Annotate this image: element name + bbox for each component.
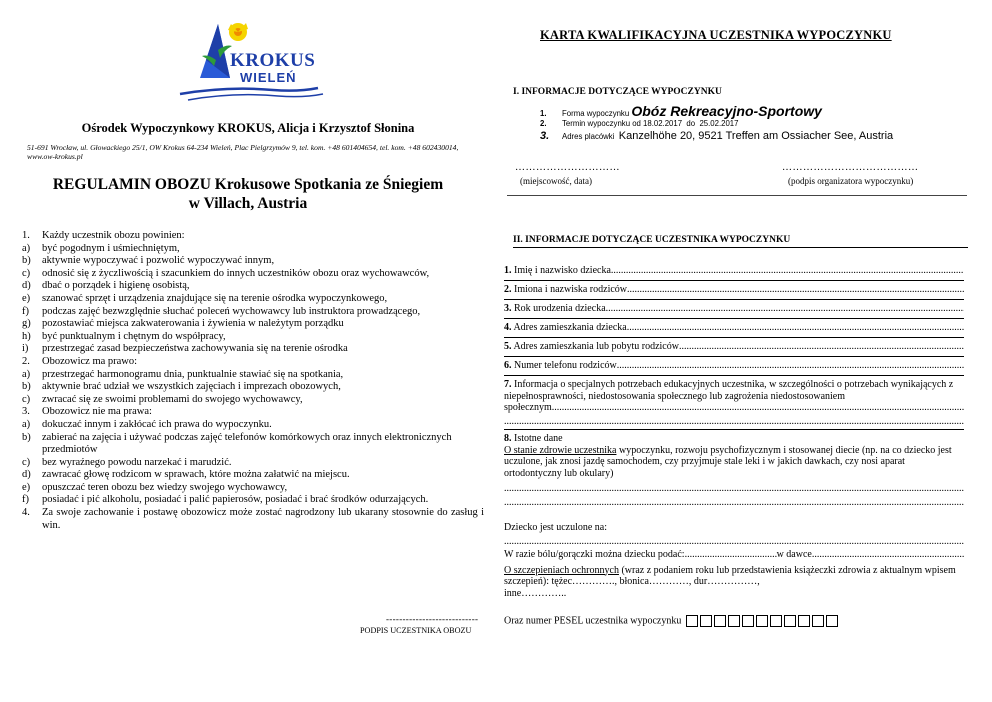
participant-signature-line: ---------------------------- [386,614,479,624]
pesel-digit-box[interactable] [798,615,810,627]
rule-item: c) odnosić się z życzliwością i szacunkiem do innych uczestników obozu oraz wychowawców, [22,267,430,279]
rule-item: c) zwracać się ze swoimi problemami do swojego wychowawcy, [22,393,303,405]
field-fever-medicine[interactable]: W razie bólu/gorączki można dziecku podać: ..... w dawce ..... [504,549,964,561]
rule-item: a) być pogodnym i uśmiechniętym, [22,242,180,254]
organizer-signature-label: (podpis organizatora wypoczynku) [788,176,914,186]
field-child-address[interactable]: 4. Adres zamieszkania dziecka ..... [504,319,964,337]
rule-item: 3. Obozowicz nie ma prawa: [22,406,152,418]
rule-item: 1. Każdy uczestnik obozu powinien: [22,230,185,241]
info-address: 3. Adres placówki Kanzelhöhe 20, 9521 Treffen am Ossiacher See, Austria [540,130,894,142]
rule-item: g) pozostawiać miejsca zakwaterowania i żywienia w należytym porządku [22,318,344,330]
organization-name: Ośrodek Wypoczynkowy KROKUS, Alicja i Krzysztof Słonina [81,121,415,135]
special-needs-section: 7. Informacja o specjalnych potrzebach edukacyjnych uczestnika, w szczególności o potrzebach wynikających z niepełnosprawności, niedostosowania społecznego lub zagrożenia niedostosowaniem społecznym ..... ..... [504,379,964,427]
field-parents-names[interactable]: 2. Imiona i nazwiska rodziców ..... [504,281,964,299]
health-section: 8. Istotne dane O stanie zdrowie uczestnika wypoczynku, rozwoju psychofizycznym i stosowanej diecie (np. na co dziecko jest uczulone, jak znosi jazdę samochodem, czy przyjmuje stale leki i w jakich dawkach, czy nosi aparat ortodontyczny lub okulary) ..... ..... Dziecko jest uczulone na: ..... W razie bólu/gorączki można dziecku podać: ..... w dawce ..... O szczepieniach ochronnych (wraz z podaniem roku lub przedstawienia książeczki zdrowia z aktualnym wpisem szczepień): tężec…………., błonica…………, dur……………, inne………….. Oraz numer PESEL uczestnika wypoczynku [504,433,964,627]
organization-address: 51-691 Wrocław, ul. Głowackiego 25/1, OW Krokus 64-234 Wieleń, Plac Pielgrzymów 9, tel. kom. +48 601404654, tel. kom. +48 602430014, www.ow-krokus.pl [27,143,459,161]
section-divider [507,195,967,196]
info-term: 2. Termin wypoczynku od 18.02.2017 do 25.02.2017 [540,119,739,128]
pesel-input[interactable] [686,615,838,627]
pesel-digit-box[interactable] [770,615,782,627]
field-parents-phone[interactable]: 6. Numer telefonu rodziców ..... [504,357,964,375]
section-2-title: II. INFORMACJE DOTYCZĄCE UCZESTNIKA WYPOCZYNKU [513,235,791,245]
rule-item: b) aktywnie wypoczywać i pozwolić wypoczywać innym, [22,255,275,267]
field-special-needs-line2[interactable] [504,416,964,428]
info-form: 1. Forma wypoczynku Obóz Rekreacyjno-Sportowy [540,103,822,119]
rule-item: i) przestrzegać zasad bezpieczeństwa zachowywania się na terenie ośrodka [22,343,348,355]
pesel-digit-box[interactable] [742,615,754,627]
field-birth-year[interactable]: 3. Rok urodzenia dziecka ..... [504,300,964,318]
regulamin-title-line2: w Villach, Austria [188,195,308,212]
field-child-name[interactable]: 1. Imię i nazwisko dziecka ..... [504,262,964,280]
vaccination-other: inne………….. [504,587,567,599]
rule-item: e) szanować sprzęt i urządzenia znajdujące się na terenie ośrodka wypoczynkowego, [22,292,388,304]
rule-item: h) być punktualnym i chętnym do współpracy, [22,330,226,342]
field-health-line1[interactable] [504,483,964,495]
place-date-dots: ………………………… [515,162,620,173]
rules-list [22,230,484,532]
pesel-digit-box[interactable] [784,615,796,627]
svg-text:KROKUS: KROKUS [230,50,316,71]
rule-item: b) aktywnie brać udział we wszystkich zajęciach i imprezach obozowych, [22,381,341,393]
rule-item: f) posiadać i pić alkoholu, posiadać i palić papierosów, posiadać i brać środków odurzających. [22,494,429,506]
field-special-needs[interactable]: społecznym ..... [504,402,964,414]
rule-item: d) dbać o porządek i higienę osobistą, [22,280,190,292]
participant-signature-label: PODPIS UCZESTNIKA OBOZU [360,626,472,635]
rule-item: 4. Za swoje zachowanie i postawę obozowicz może zostać nagrodzony lub ukarany stosownie do zasług i win. [22,507,484,531]
field-parents-address[interactable]: 5. Adres zamieszkania lub pobytu rodziców ..... [504,338,964,356]
rule-item: b) zabierać na zajęcia i używać podczas zajęć telefonów komórkowych oraz innych elektronicznych przedmiotów [22,431,452,456]
svg-text:WIELEŃ: WIELEŃ [240,70,297,85]
pesel-row: Oraz numer PESEL uczestnika wypoczynku [504,615,964,627]
pesel-digit-box[interactable] [756,615,768,627]
pesel-digit-box[interactable] [826,615,838,627]
participant-fields [504,262,964,627]
pesel-digit-box[interactable] [714,615,726,627]
pesel-digit-box[interactable] [700,615,712,627]
place-date-label: (miejscowość, data) [520,176,592,186]
pesel-digit-box[interactable] [812,615,824,627]
rule-item: c) bez wyraźnego powodu narzekać i marudzić. [22,456,232,468]
rule-item: d) zawracać głowę rodzicom w sprawach, które można załatwić na miejscu. [22,469,350,481]
regulamin-title [0,175,496,213]
field-health-line2[interactable] [504,497,964,509]
card-title: KARTA KWALIFIKACYJNA UCZESTNIKA WYPOCZYNKU [540,28,892,42]
pesel-digit-box[interactable] [728,615,740,627]
allergy-label: Dziecko jest uczulone na: [504,522,608,533]
daffodil-sail-logo-icon [178,20,338,102]
regulamin-title-line1: REGULAMIN OBOZU Krokusowe Spotkania ze Śniegiem [52,176,444,193]
rule-item: f) podczas zajęć bezwzględnie słuchać poleceń wychowawcy lub instruktora prowadzącego, [22,305,421,317]
rule-item: a) przestrzegać harmonogramu dnia, punktualnie stawiać się na spotkania, [22,368,344,380]
organizer-signature-dots: ………………………………… [782,162,919,173]
field-allergy[interactable] [504,536,964,548]
section-2-underline [513,247,968,248]
pesel-digit-box[interactable] [686,615,698,627]
krokus-logo [178,20,338,102]
rule-item: e) opuszczać teren obozu bez wiedzy swojego wychowawcy, [22,481,288,493]
section-1-title: I. INFORMACJE DOTYCZĄCE WYPOCZYNKU [513,87,722,97]
form-value: Obóz Rekreacyjno-Sportowy [631,103,822,119]
rule-item: a) dokuczać innym i zakłócać ich prawa do wypoczynku. [22,418,272,430]
rule-item: 2. Obozowicz ma prawo: [22,355,138,367]
